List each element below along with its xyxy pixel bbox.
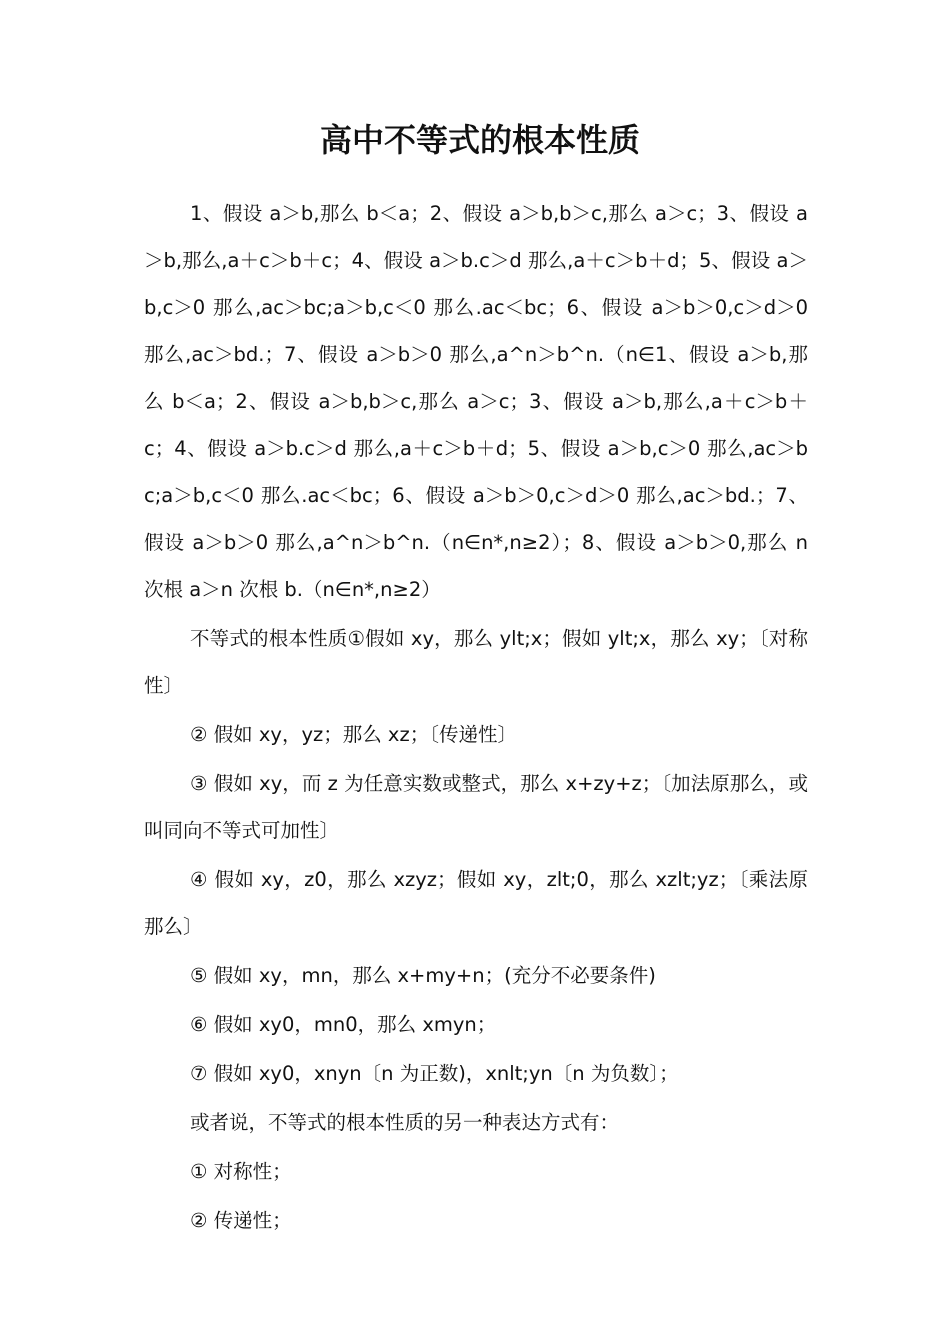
- paragraph-alternative-expression: 或者说，不等式的根本性质的另一种表达方式有：: [190, 1111, 620, 1134]
- paragraph-sufficient-condition: ⑤ 假如 xy，mn，那么 x+my+n；(充分不必要条件): [190, 964, 656, 987]
- list-item-transitivity: ② 传递性；: [190, 1209, 292, 1232]
- document-page: [144, 112, 808, 1244]
- list-item-symmetry: ① 对称性；: [190, 1160, 292, 1183]
- paragraph-transitivity: ② 假如 xy，yz；那么 xz；〔传递性〕: [190, 723, 517, 746]
- paragraph-properties-list: 1、假设 a＞b,那么 b＜a；2、假设 a＞b,b＞c,那么 a＞c；3、假设 a＞b,那么,a＋c＞b＋c；4、假设 a＞b.c＞d 那么,a＋c＞b＋d；5、假设 a＞b,c＞0 那么,ac＞bc;a＞b,c＜0 那么.ac＜bc；6、假设 a＞b＞0,c＞d＞0 那么,ac＞bd.；7、假设 a＞b＞0 那么,a^n＞b^n.（n∈1、假设 a＞b,那么 b＜a；2、假设 a＞b,b＞c,那么 a＞c；3、假设 a＞b,那么,a＋c＞b＋c；4、假设 a＞b.c＞d 那么,a＋c＞b＋d；5、假设 a＞b,c＞0 那么,ac＞bc;a＞b,c＜0 那么.ac＜bc；6、假设 a＞b＞0,c＞d＞0 那么,ac＞bd.；7、假设 a＞b＞0 那么,a^n＞b^n.（n∈n*,n≥2）；8、假设 a＞b＞0,那么 n 次根 a＞n 次根 b.（n∈n*,n≥2）: [144, 202, 808, 601]
- document-title: 高中不等式的根本性质: [319, 121, 640, 159]
- paragraph-power-rule: ⑦ 假如 xy0，xnyn〔n 为正数)，xnlt;yn〔n 为负数〕；: [190, 1062, 679, 1085]
- paragraph-positive-product: ⑥ 假如 xy0，mn0，那么 xmyn；: [190, 1013, 497, 1036]
- paragraph-addition-rule: ③ 假如 xy，而 z 为任意实数或整式，那么 x+zy+z；〔加法原那么，或叫同向不等式可加性〕: [144, 772, 808, 842]
- paragraph-symmetry: 不等式的根本性质①假如 xy，那么 ylt;x；假如 ylt;x，那么 xy；〔对称性〕: [144, 627, 808, 697]
- paragraph-multiplication-rule: ④ 假如 xy，z0，那么 xzyz；假如 xy，zlt;0，那么 xzlt;yz；〔乘法原那么〕: [144, 868, 808, 938]
